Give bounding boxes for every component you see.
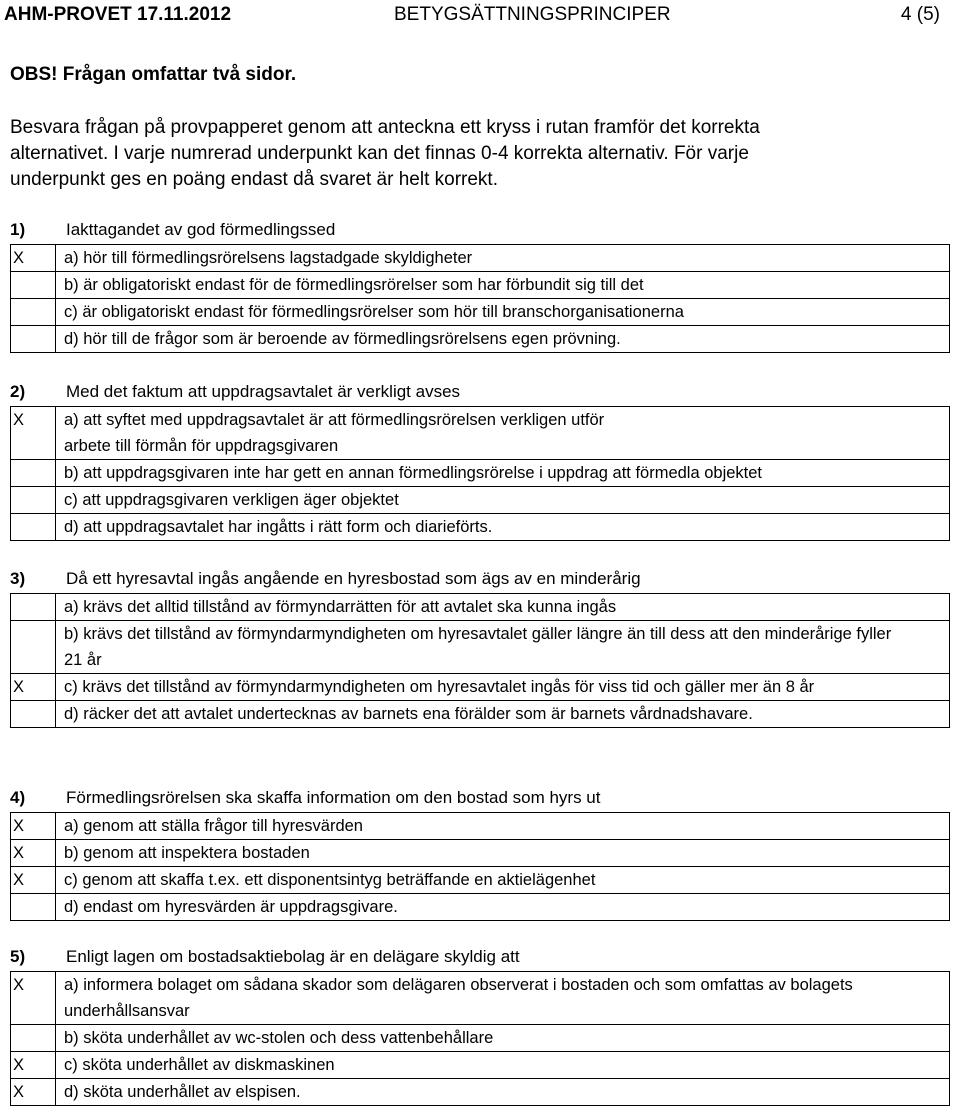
- option-row: [11, 245, 950, 272]
- answer-box[interactable]: [11, 326, 56, 353]
- option-text: a) informera bolaget om sådana skador som delägaren observerat i bostaden och som omfattas av bolagets underhållsansvar: [56, 972, 950, 1025]
- option-row: [11, 326, 950, 353]
- option-text: b) krävs det tillstånd av förmyndarmyndigheten om hyresavtalet gäller längre än till dess att den minderårige fyller 21 år: [56, 621, 950, 674]
- option-row: [11, 894, 950, 921]
- answer-box[interactable]: [11, 594, 56, 621]
- option-text: c) är obligatoriskt endast för förmedlingsrörelser som hör till branschorganisationerna: [56, 299, 950, 326]
- option-text: a) krävs det alltid tillstånd av förmyndarrätten för att avtalet ska kunna ingås: [56, 594, 950, 621]
- instruction-line: underpunkt ges en poäng endast då svaret är helt korrekt.: [10, 169, 498, 190]
- question-text: Då ett hyresavtal ingås angående en hyresbostad som ägs av en minderårig: [66, 569, 641, 588]
- question-title: [10, 784, 950, 812]
- answer-mark: X: [13, 249, 25, 267]
- option-text: b) sköta underhållet av wc-stolen och dess vattenbehållare: [56, 1025, 950, 1052]
- answer-mark: X: [13, 844, 25, 862]
- notice: OBS! Frågan omfattar två sidor.: [10, 64, 297, 85]
- option-row: [11, 460, 950, 487]
- option-text: c) krävs det tillstånd av förmyndarmyndigheten om hyresavtalet ingås för viss tid och gäller mer än 8 år: [56, 674, 950, 701]
- question-title: [10, 943, 950, 971]
- question-text: Enligt lagen om bostadsaktiebolag är en delägare skyldig att: [66, 947, 520, 966]
- option-row: [11, 674, 950, 701]
- question-text: Förmedlingsrörelsen ska skaffa information om den bostad som hyrs ut: [66, 788, 601, 807]
- answer-box[interactable]: [11, 245, 56, 272]
- answer-box[interactable]: [11, 272, 56, 299]
- instructions: [10, 115, 940, 193]
- options-table: [10, 593, 950, 728]
- answer-mark: X: [13, 411, 25, 429]
- option-row: [11, 972, 950, 1025]
- page-header: [0, 0, 960, 30]
- question-title: [10, 216, 950, 244]
- answer-mark: X: [13, 678, 25, 696]
- section-title: BETYGSÄTTNINGSPRINCIPER: [394, 4, 671, 25]
- question-4: [10, 784, 950, 921]
- question-text: Med det faktum att uppdragsavtalet är verkligt avses: [66, 382, 461, 401]
- question-number: 3): [10, 569, 26, 588]
- answer-box[interactable]: [11, 621, 56, 674]
- question-1: [10, 216, 950, 353]
- answer-box[interactable]: [11, 840, 56, 867]
- answer-box[interactable]: [11, 407, 56, 460]
- question-title: [10, 565, 950, 593]
- option-row: [11, 1025, 950, 1052]
- option-row: [11, 840, 950, 867]
- question-number: 1): [10, 220, 26, 239]
- option-text: a) hör till förmedlingsrörelsens lagstadgade skyldigheter: [56, 245, 950, 272]
- answer-box[interactable]: [11, 299, 56, 326]
- answer-box[interactable]: [11, 1052, 56, 1079]
- option-row: [11, 514, 950, 541]
- answer-box[interactable]: [11, 1025, 56, 1052]
- question-title: [10, 378, 950, 406]
- question-number: 2): [10, 382, 26, 401]
- option-row: [11, 272, 950, 299]
- question-5: [10, 943, 950, 1106]
- option-text: c) sköta underhållet av diskmaskinen: [56, 1052, 950, 1079]
- options-table: [10, 406, 950, 541]
- answer-box[interactable]: [11, 972, 56, 1025]
- options-table: [10, 971, 950, 1106]
- options-table: [10, 244, 950, 353]
- option-text: c) genom att skaffa t.ex. ett disponentsintyg beträffande en aktielägenhet: [56, 867, 950, 894]
- answer-box[interactable]: [11, 867, 56, 894]
- answer-mark: X: [13, 871, 25, 889]
- question-2: [10, 378, 950, 541]
- question-text: Iakttagandet av god förmedlingssed: [66, 220, 336, 239]
- option-text: b) är obligatoriskt endast för de förmedlingsrörelser som har förbundit sig till det: [56, 272, 950, 299]
- option-text: b) genom att inspektera bostaden: [56, 840, 950, 867]
- option-text: d) räcker det att avtalet undertecknas av barnets ena förälder som är barnets vårdnadshavare.: [56, 701, 950, 728]
- answer-box[interactable]: [11, 460, 56, 487]
- answer-mark: X: [13, 976, 25, 994]
- option-text: b) att uppdragsgivaren inte har gett en annan förmedlingsrörelse i uppdrag att förmedla objektet: [56, 460, 950, 487]
- option-row: [11, 867, 950, 894]
- question-3: [10, 565, 950, 728]
- option-text: d) sköta underhållet av elspisen.: [56, 1079, 950, 1106]
- option-row: [11, 299, 950, 326]
- option-text: d) att uppdragsavtalet har ingåtts i rätt form och diarieförts.: [56, 514, 950, 541]
- option-row: [11, 407, 950, 460]
- options-table: [10, 812, 950, 921]
- option-text: a) att syftet med uppdragsavtalet är att förmedlingsrörelsen verkligen utför arbete till förmån för uppdragsgivaren: [56, 407, 950, 460]
- answer-mark: X: [13, 1056, 25, 1074]
- answer-box[interactable]: [11, 487, 56, 514]
- question-number: 5): [10, 947, 26, 966]
- option-row: [11, 487, 950, 514]
- option-row: [11, 813, 950, 840]
- answer-mark: X: [13, 817, 25, 835]
- answer-box[interactable]: [11, 674, 56, 701]
- question-number: 4): [10, 788, 26, 807]
- option-text: d) hör till de frågor som är beroende av förmedlingsrörelsens egen prövning.: [56, 326, 950, 353]
- answer-mark: X: [13, 1083, 25, 1101]
- option-row: [11, 594, 950, 621]
- page-number: 4 (5): [900, 4, 940, 25]
- answer-box[interactable]: [11, 894, 56, 921]
- option-text: a) genom att ställa frågor till hyresvärden: [56, 813, 950, 840]
- option-text: c) att uppdragsgivaren verkligen äger objektet: [56, 487, 950, 514]
- instruction-line: Besvara frågan på provpapperet genom att anteckna ett kryss i rutan framför det korrekta: [10, 117, 760, 138]
- option-row: [11, 621, 950, 674]
- option-text: d) endast om hyresvärden är uppdragsgivare.: [56, 894, 950, 921]
- option-row: [11, 701, 950, 728]
- answer-box[interactable]: [11, 514, 56, 541]
- instruction-line: alternativet. I varje numrerad underpunkt kan det finnas 0-4 korrekta alternativ. För varje: [10, 143, 749, 164]
- exam-title: AHM-PROVET 17.11.2012: [4, 4, 232, 25]
- answer-box[interactable]: [11, 701, 56, 728]
- answer-box[interactable]: [11, 813, 56, 840]
- option-row: [11, 1052, 950, 1079]
- answer-box[interactable]: [11, 1079, 56, 1106]
- option-row: [11, 1079, 950, 1106]
